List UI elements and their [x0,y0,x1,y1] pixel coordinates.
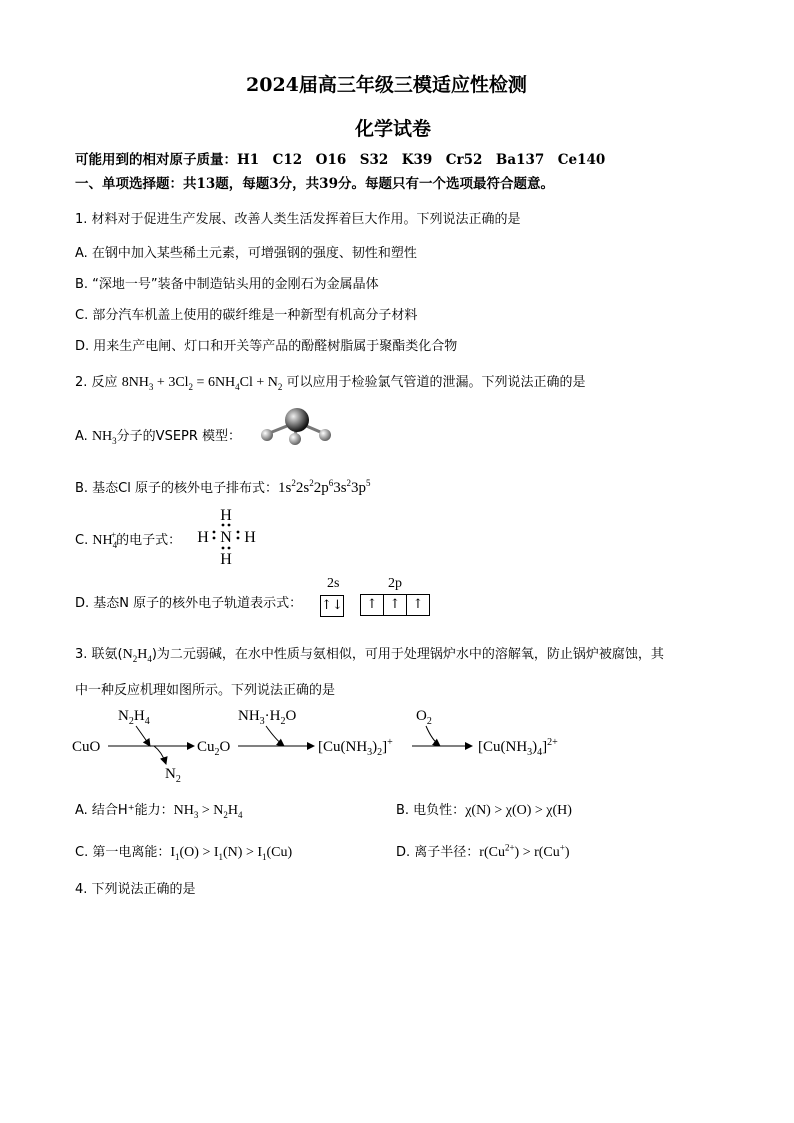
q2-option-c: C. $NH_4^+$的电子式： [75,530,182,550]
orbital-2s-label: 2s [327,576,340,591]
q1-stem: 1. 材料对于促进生产发展、改善人类生活发挥着巨大作用。下列说法正确的是 [75,212,521,227]
q2-option-b: B. 基态Cl 原子的核外电子排布式：$1s^22s^22p^63s^23p^5$ [75,478,371,496]
q3-option-b: B. 电负性：χ(N) > χ(O) > χ(H) [396,803,572,818]
q1-option-a: A. 在钢中加入某些稀土元素，可增强钢的强度、韧性和塑性 [75,246,417,261]
ammonium-electron-formula [193,505,263,567]
q3-stem-line1: 3. 联氨$(N_2H_4)$为二元弱碱，在水中性质与氨相似，可用于处理锅炉水中的溶解氧，防止锅炉被腐蚀，其 [75,647,664,664]
svg-text:[Cu(NH3)4]2+: $[Cu(NH_3)_4]^{2+}$ [478,737,558,758]
svg-text:[Cu(NH3)2]+: $[Cu(NH_3)_2]^+$ [318,737,393,758]
svg-text:CuO: CuO [72,739,101,755]
q2-option-d: D. 基态N 原子的核外电子轨道表示式： [75,596,303,611]
q3-option-c: C. 第一电离能：$I_1(O) > I_1(N) > I_1(Cu)$ [75,845,293,862]
svg-text:NH3·H2O: $NH_3\cdot H_2O$ [238,708,297,727]
atomic-masses: 可能用到的相对原子质量：H1 C12 O16 S32 K39 Cr52 Ba137 Ce140 [75,152,606,168]
q1-option-b: B. “深地一号”装备中制造钻头用的金刚石为金属晶体 [75,277,379,292]
svg-text:H: H [244,529,256,546]
q1-option-d: D. 用来生产电闸、灯口和开关等产品的酚醛树脂属于聚酯类化合物 [75,339,458,354]
orbital-2p-label: 2p [388,576,402,591]
svg-text:N2: $N_2$ [165,766,181,785]
vsepr-model-icon [255,408,335,448]
q1-option-c: C. 部分汽车机盖上使用的碳纤维是一种新型有机高分子材料 [75,308,418,323]
reaction-mechanism-diagram [70,700,590,785]
q3-option-d: D. 离子半径：$r(Cu^{2+}) > r(Cu^+)$ [396,842,570,860]
svg-text:H: H [220,507,232,524]
q3-option-a: A. 结合H⁺能力：$NH_3 > N_2H_4$ [75,803,243,820]
orbital-2p-boxes: ↑ ↑ ↑ [360,594,430,616]
exam-title: 2024届高三年级三模适应性检测 [246,74,527,96]
svg-text:Cu2O: $Cu_2O$ [197,739,231,758]
q4-stem: 4. 下列说法正确的是 [75,882,196,897]
q2-option-a: A. $NH_3$分子的VSEPR 模型： [75,429,242,446]
section-heading: 一、单项选择题：共13题，每题3分，共39分。每题只有一个选项最符合题意。 [75,176,554,192]
svg-text:H: H [197,529,209,546]
q3-stem-line2: 中一种反应机理如图所示。下列说法正确的是 [75,683,336,698]
svg-text:N: N [220,529,232,546]
svg-text:H: H [220,551,232,567]
svg-text:O2: $O_2$ [416,708,432,727]
orbital-2s-box: ↑↓ [320,594,344,617]
svg-text:N2H4: $N_2H_4$ [118,708,150,727]
q2-stem: 2. 反应 $8NH_3 + 3Cl_2 = 6NH_4Cl + N_2$ 可以应用于检验氯气管道的泄漏。下列说法正确的是 [75,375,586,392]
subject-title: 化学试卷 [355,118,432,140]
